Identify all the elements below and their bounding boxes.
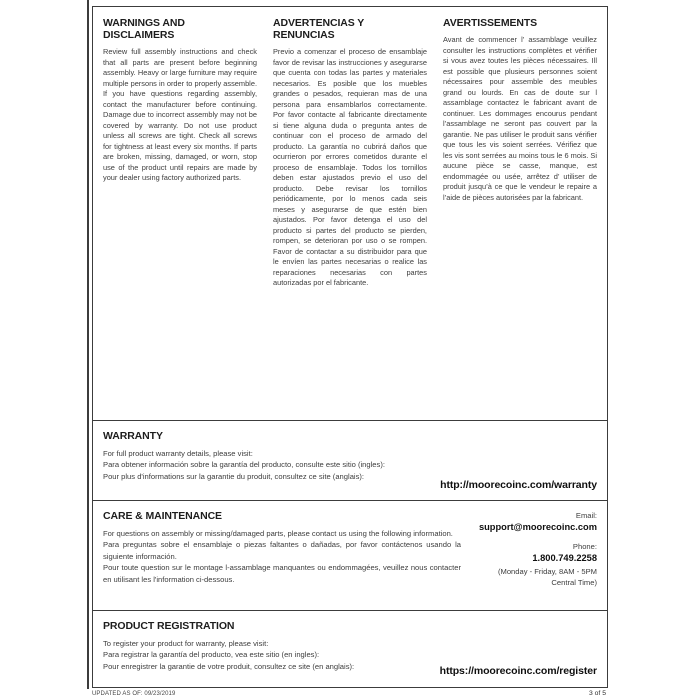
- care-line-spanish: Para preguntas sobre el ensamblaje o piezas faltantes o dañadas, por favor contáctenos usando la siguiente información.: [103, 540, 461, 561]
- warranty-title: WARRANTY: [103, 430, 163, 442]
- registration-line-english: To register your product for warranty, please visit:: [103, 639, 269, 648]
- page-edge-line: [87, 0, 89, 689]
- warranty-url: http://moorecoinc.com/warranty: [440, 479, 597, 491]
- warnings-body-english: Review full assembly instructions and check that all parts are present before beginning assembly. Heavy or large furniture may require multiple persons in order to properly assemble. If you have questions regarding assembly, contact the manufacturer before continuing. Damage due to incorrect assembly may not be covered by warranty. Do not use product unless all screws are tight. Check all screws for tightness at least every six months. If parts are broken, missing, damaged, or worn, stop use of the product until repairs are made by your dealer using factory authorized parts.: [103, 47, 257, 183]
- registration-url: https://moorecoinc.com/register: [439, 665, 597, 677]
- warnings-column-spanish: [273, 17, 427, 420]
- warnings-column-english: [103, 17, 257, 420]
- warnings-body-spanish: Previo a comenzar el proceso de ensamblaje favor de revisar las instrucciones y asegurarse que cuenta con todas las partes y materiales necesarios. Es posible que los muebles grandes o pesados, requieran mas de una persona para ensamblarlos correctamente. Por favor contacte al fabricante directamente si tiene alguna duda o pregunta antes de continuar con el proceso de armado del producto. La garantía no cubrirá daños que ocurrieron por errores cometidos durante el proceso de ensamblaje. Todos los tornillos deben estar ajustados previo el uso del producto. Debe revisar los tornillos periódicamente, por lo menos cada seis meses y asegurarse de que estén bien ajustados. Por favor detenga el uso del producto si partes del producto se pierden, rompen, se deterioran por uso o se rompen. Favor de contactar a su distribuidor para que le envíen las partes necesarias o realice las reparaciones necesarias con partes autorizadas por el fabricante.: [273, 47, 427, 288]
- warranty-text-block: [103, 448, 597, 482]
- warnings-section: [93, 7, 607, 420]
- care-line-french: Pour toute question sur le montage l-assamblage manquantes ou endommagées, veuillez nous contacter en utilisant les l'information ci-dessous.: [103, 563, 461, 584]
- support-phone: 1.800.749.2258: [532, 553, 597, 564]
- email-label: Email:: [575, 511, 597, 520]
- warnings-title-french: AVERTISSEMENTS: [443, 17, 538, 29]
- warranty-line-french: Pour plus d'informations sur la garantie du produit, consultez ce site (anglais):: [103, 471, 365, 481]
- updated-date-label: UPDATED AS OF: 09/23/2019: [92, 691, 176, 697]
- care-maintenance-section: [93, 500, 607, 610]
- warranty-line-spanish: Para obtener información sobre la garantía del producto, consulte este sitio (ingles):: [103, 460, 385, 470]
- contact-spacer: [479, 534, 597, 541]
- registration-title: PRODUCT REGISTRATION: [103, 620, 235, 632]
- warnings-title-english: WARNINGS AND DISCLAIMERS: [103, 17, 185, 41]
- support-email: support@moorecoinc.com: [478, 522, 597, 532]
- warnings-title-spanish: ADVERTENCIAS Y RENUNCIAS: [273, 17, 364, 41]
- phone-label: Phone:: [572, 542, 597, 552]
- care-line-english: For questions on assembly or missing/damaged parts, please contact us using the following information.: [103, 529, 453, 538]
- product-registration-section: [93, 610, 607, 686]
- page-number: 3 of 5: [588, 690, 606, 697]
- content-box: [92, 6, 608, 688]
- care-title: CARE & MAINTENANCE: [103, 510, 222, 522]
- warranty-line-english: For full product warranty details, please visit:: [103, 449, 253, 458]
- support-hours-line2: Central Time): [551, 577, 597, 587]
- registration-line-french: Pour enregistrer la garantie de votre produit, consultez ce site (en anglais):: [103, 661, 355, 671]
- registration-line-spanish: Para registrar la garantía del producto, vea este sitio (en ingles):: [103, 650, 320, 660]
- contact-info-block: [479, 510, 597, 588]
- care-text-block: [103, 528, 461, 585]
- warranty-section: [93, 420, 607, 500]
- warnings-body-french: Avant de commencer l’ assamblage veuillez consulter les instructions complètes et vérifier si vous avez toutes les pièces nécessaires. Ill est possible que plusieurs personnes soient nécessaires pour assemble des meubles grand ou lourds. En cas de doute sur l assamblage contactez le fabricant avant de continuer. Les dommages encourus pendant l’assamblage ne seront pas couvert par la garantie. Ne pas utiliser le produit sans vérifier que tous les vis soient serrées. Vérifiez que les vis sont serrées au moins tous le 6 mois. Si aucune pièce se casse, manque, est endommagée ou usée, arrêtez d’ utiliser de produit jusqu’à ce que le vendeur le repaire a l’aide de pièces autorisées par la fabricant.: [443, 35, 597, 202]
- warnings-column-french: [443, 17, 597, 420]
- support-hours-line1: (Monday - Friday, 8AM - 5PM: [497, 566, 597, 576]
